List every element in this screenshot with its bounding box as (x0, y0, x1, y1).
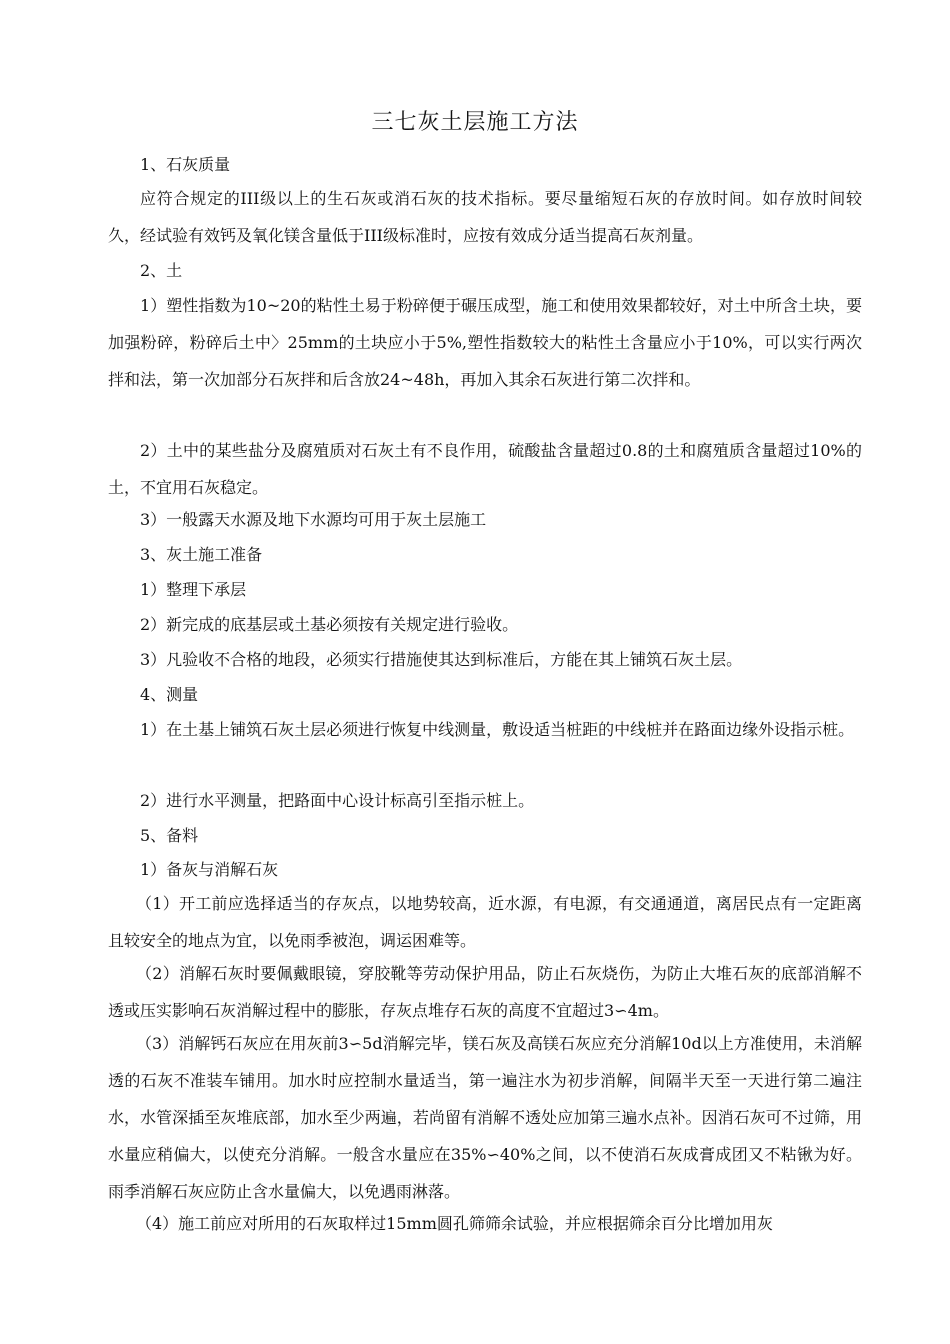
paragraph-soil-3: 3）一般露天水源及地下水源均可用于灰土层施工 (140, 510, 487, 529)
paragraph-materials-1: 1）备灰与消解石灰 (140, 860, 279, 879)
paragraph-prep-3: 3）凡验收不合格的地段，必须实行措施使其达到标准后，方能在其上铺筑石灰土层。 (140, 650, 743, 669)
paragraph-materials-1-2: （2）消解石灰时要佩戴眼镜，穿胶靴等劳动保护用品，防止石灰烧伤，为防止大堆石灰的底部消解不透或压实影响石灰消解过程中的膨胀，存灰点堆存石灰的高度不宜超过3∽4m。 (108, 964, 862, 1020)
paragraph-materials-1-3: （3）消解钙石灰应在用灰前3∽5d消解完毕，镁石灰及高镁石灰应充分消解10d以上方准使用，未消解透的石灰不准装车铺用。加水时应控制水量适当，第一遍注水为初步消解，间隔半天至一天进行第二遍注水，水管深插至灰堆底部，加水至少两遍，若尚留有消解不透处应加第三遍水点补。因消石灰可不过筛，用水量应稍偏大，以使充分消解。一般含水量应在35%∽40%之间，以不使消石灰成膏成团又不粘锹为好。雨季消解石灰应防止含水量偏大，以免遇雨淋落。 (108, 1034, 862, 1201)
paragraph-lime-quality: 应符合规定的III级以上的生石灰或消石灰的技术指标。要尽量缩短石灰的存放时间。如存放时间较久，经试验有效钙及氧化镁含量低于III级标准时，应按有效成分适当提高石灰剂量。 (108, 189, 862, 245)
heading-materials: 5、备料 (140, 826, 199, 845)
heading-preparation: 3、灰土施工准备 (140, 545, 263, 564)
paragraph-survey-1: 1）在土基上铺筑石灰土层必须进行恢复中线测量，敷设适当桩距的中线桩并在路面边缘外设指示桩。 (140, 720, 855, 739)
document-title: 三七灰土层施工方法 (371, 110, 579, 135)
paragraph-prep-2: 2）新完成的底基层或土基必须按有关规定进行验收。 (140, 615, 519, 634)
paragraph-materials-1-4: （4）施工前应对所用的石灰取样过15mm圆孔筛筛余试验，并应根据筛余百分比增加用灰 (136, 1214, 773, 1233)
paragraph-materials-1-1: （1）开工前应选择适当的存灰点，以地势较高，近水源，有电源，有交通通道，离居民点有一定距离且较安全的地点为宜，以免雨季被泡，调运困难等。 (108, 894, 862, 950)
heading-lime-quality: 1、石灰质量 (140, 155, 231, 174)
heading-survey: 4、测量 (140, 685, 199, 704)
paragraph-prep-1: 1）整理下承层 (140, 580, 247, 599)
paragraph-soil-2: 2）土中的某些盐分及腐殖质对石灰土有不良作用，硫酸盐含量超过0.8的土和腐殖质含量超过10%的土，不宜用石灰稳定。 (108, 441, 862, 497)
heading-soil: 2、土 (140, 261, 183, 280)
paragraph-soil-1: 1）塑性指数为10~20的粘性土易于粉碎便于碾压成型，施工和使用效果都较好，对土中所含土块，要加强粉碎，粉碎后土中〉25mm的土块应小于5%,塑性指数较大的粘性土含量应小于10%，可以实行两次拌和法，第一次加部分石灰拌和后含放24~48h，再加入其余石灰进行第二次拌和。 (108, 296, 862, 389)
paragraph-survey-2: 2）进行水平测量，把路面中心设计标高引至指示桩上。 (140, 791, 535, 810)
